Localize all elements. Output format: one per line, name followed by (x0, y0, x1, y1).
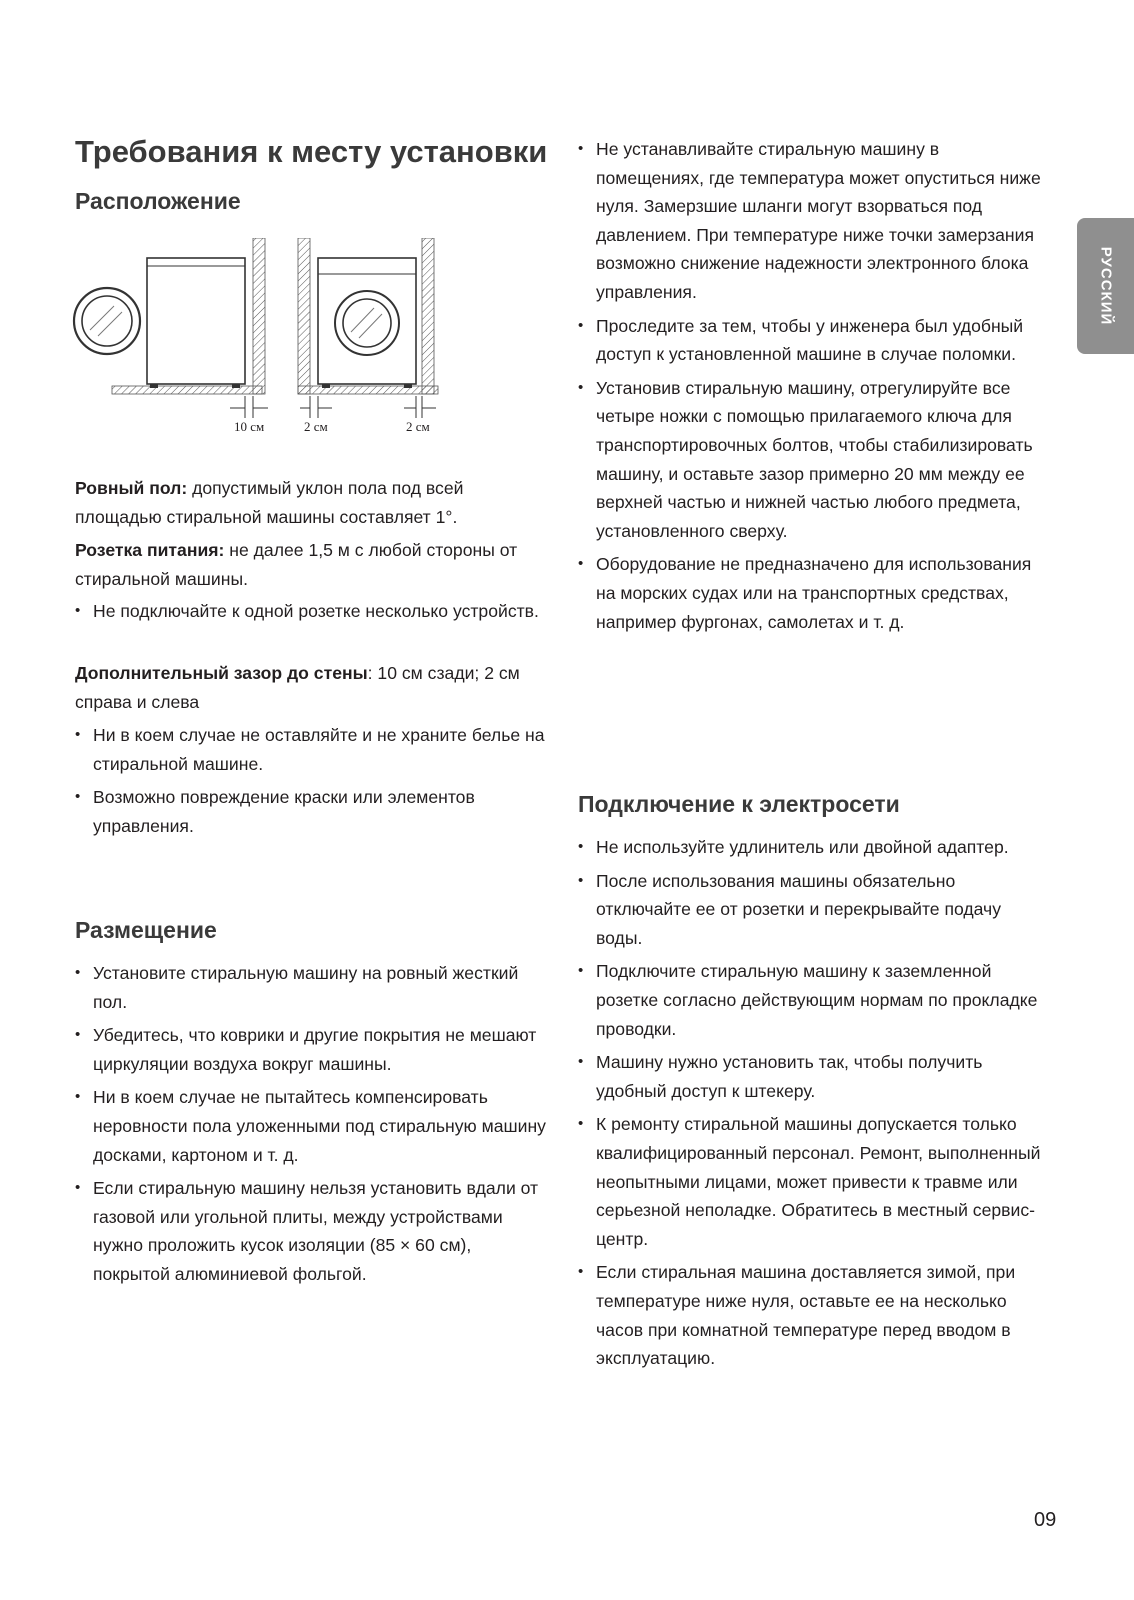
floor-requirement-label: Ровный пол: (75, 478, 188, 498)
list-item: • Если стиральная машина доставляется зимой, при температуре ниже нуля, оставьте ее на несколько часов при комнатной температуре перед вводом в эксплуатацию. (578, 1258, 1043, 1372)
outlet-requirement-label: Розетка питания: (75, 540, 225, 560)
outlet-requirement (75, 536, 545, 593)
list-item: • Установив стиральную машину, отрегулируйте все четыре ножки с помощью прилагаемого ключа для транспортировочных болтов, чтобы стабилизировать машину, и оставьте зазор примерно 20 мм между ее верхней частью и нижней частью любого предмета, установленного сверху. (578, 374, 1043, 546)
list-item: • Не подключайте к одной розетке несколько устройств. (75, 597, 550, 626)
electrical-bullet-list (578, 833, 1043, 1378)
list-item: • Подключите стиральную машину к заземленной розетке согласно действующим нормам по прокладке проводки. (578, 957, 1043, 1043)
placement-bullet-list (75, 959, 550, 1294)
outlet-bullet-list (75, 597, 550, 631)
language-tab-label: РУССКИЙ (1097, 246, 1114, 326)
front-view-machine (298, 238, 438, 394)
list-item: • К ремонту стиральной машины допускается только квалифицированный персонал. Ремонт, выполненный неопытными лицами, может привести к травме или серьезной неполадке. Обратитесь в местный сервис-центр. (578, 1110, 1043, 1253)
dimension-markers (230, 396, 436, 418)
clearance-bullet-list (75, 721, 550, 845)
rear-clearance-label: 10 см (234, 419, 265, 434)
list-item: • Не используйте удлинитель или двойной адаптер. (578, 833, 1043, 862)
side-view-machine (74, 238, 265, 394)
outlet-requirement-text: не далее 1,5 м с любой стороны от стиральной машины. (75, 540, 518, 589)
location-heading: Расположение (75, 188, 241, 214)
list-item: • Машину нужно установить так, чтобы получить удобный доступ к штекеру. (578, 1048, 1043, 1105)
list-item: • Ни в коем случае не оставляйте и не храните белье на стиральной машине. (75, 721, 550, 778)
list-item: • Не устанавливайте стиральную машину в помещениях, где температура может опуститься ниже нуля. Замерзшие шланги могут взорваться под давлением. При температуре ниже точки замерзания возможно снижение надежности электронного блока управления. (578, 135, 1043, 307)
placement-heading: Размещение (75, 917, 217, 943)
list-item: • Убедитесь, что коврики и другие покрытия не мешают циркуляции воздуха вокруг машины. (75, 1021, 550, 1078)
right-clearance-label: 2 см (406, 419, 430, 434)
left-clearance-label: 2 см (304, 419, 328, 434)
floor-requirement (75, 474, 545, 531)
list-item: • Проследите за тем, чтобы у инженера был удобный доступ к установленной машине в случае поломки. (578, 312, 1043, 369)
electrical-heading: Подключение к электросети (578, 791, 900, 817)
page-title: Требования к месту установки (75, 134, 548, 169)
list-item: • После использования машины обязательно отключайте ее от розетки и перекрывайте подачу воды. (578, 867, 1043, 953)
installation-clearance-diagram (72, 238, 452, 418)
clearance-requirement-label: Дополнительный зазор до стены (75, 663, 368, 683)
environment-bullet-list (578, 135, 1043, 641)
list-item: • Оборудование не предназначено для использования на морских судах или на транспортных средствах, например фургонах, самолетах и т. д. (578, 550, 1043, 636)
floor-requirement-text: допустимый уклон пола под всей площадью стиральной машины составляет 1°. (75, 478, 464, 527)
list-item: • Ни в коем случае не пытайтесь компенсировать неровности пола уложенными под стиральную машину досками, картоном и т. д. (75, 1083, 550, 1169)
list-item: • Возможно повреждение краски или элементов управления. (75, 783, 550, 840)
language-tab (1077, 218, 1134, 354)
list-item: • Установите стиральную машину на ровный жесткий пол. (75, 959, 550, 1016)
clearance-requirement-text: : 10 см сзади; 2 см справа и слева (75, 663, 520, 712)
list-item: • Если стиральную машину нельзя установить вдали от газовой или угольной плиты, между устройствами нужно проложить кусок изоляции (85 × 60 см), покрытой алюминиевой фольгой. (75, 1174, 550, 1288)
clearance-requirement (75, 659, 545, 716)
page-number: 09 (1034, 1509, 1057, 1531)
